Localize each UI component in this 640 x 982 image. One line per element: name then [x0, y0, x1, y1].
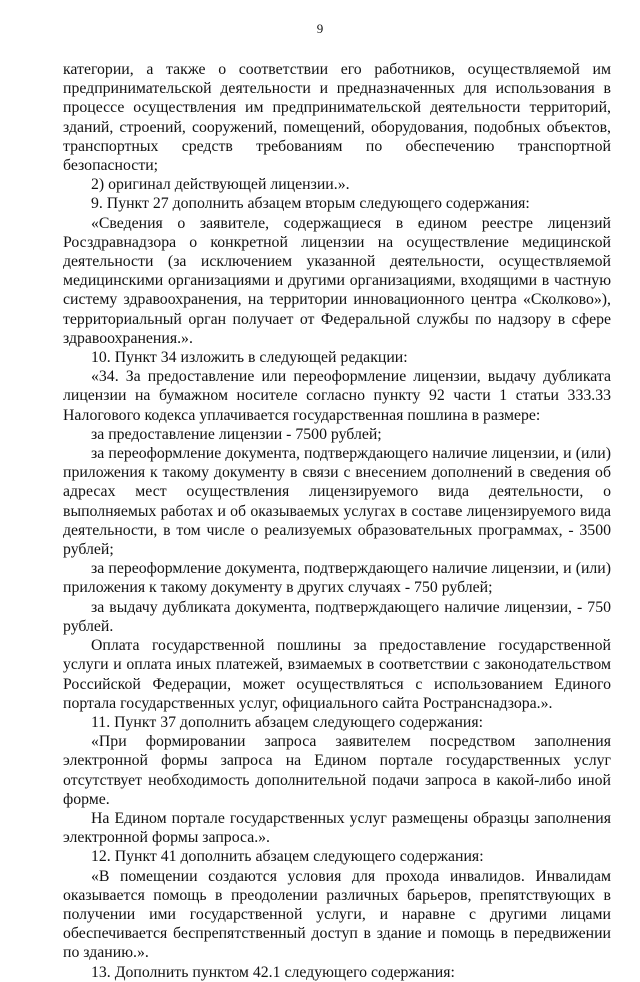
paragraph: «В помещении создаются условия для прохода инвалидов. Инвалидам оказывается помощь в преодолении различных барьеров, препятствующих в получении ими государственной услуги, и наравне с другими лицами обеспечивается беспрепятственный доступ в здание и помощь в передвижении по зданию.». [63, 867, 611, 962]
paragraph: Оплата государственной пошлины за предоставление государственной услуги и оплата иных платежей, взимаемых в соответствии с законодательством Российской Федерации, может осуществляться с использованием Единого портала государственных услуг, официального сайта Ространснадзора.». [63, 637, 611, 712]
paragraph: 11. Пункт 37 дополнить абзацем следующего содержания: [91, 713, 484, 731]
paragraph: 9. Пункт 27 дополнить абзацем вторым следующего содержания: [91, 195, 530, 213]
paragraph: 13. Дополнить пунктом 42.1 следующего содержания: [91, 963, 455, 981]
paragraph: «Сведения о заявителе, содержащиеся в едином реестре лицензий Росздравнадзора о конкретной лицензии на осуществление медицинской деятельности (за исключением указанной деятельности, осуществляемой медицинскими организациями и другими организациями, входящими в частную систему здравоохранения, на территории инновационного центра «Сколково»), территориальный орган получает от Федеральной службы по надзору в сфере здравоохранения.». [63, 214, 611, 347]
paragraph: за переоформление документа, подтверждающего наличие лицензии, и (или) приложения к такому документу в других случаях - 750 рублей; [63, 560, 611, 597]
paragraph: за переоформление документа, подтверждающего наличие лицензии, и (или) приложения к такому документу в связи с внесением дополнений в сведения об адресах мест осуществления лицензируемого вида деятельности, о выполняемых работах и об оказываемых услугах в составе лицензируемого вида деятельности, в том числе о реализуемых образовательных программах, - 3500 рублей; [63, 445, 611, 559]
body-text [63, 60, 611, 982]
paragraph-continuation: категории, а также о соответствии его работников, осуществляемой им предпринимательской деятельности и предназначенных для использования в процессе осуществления им предпринимательской деятельности территорий, зданий, строений, сооружений, помещений, оборудования, подобных объектов, транспортных средств требованиям по обеспечению транспортной безопасности; [63, 61, 611, 175]
paragraph: 12. Пункт 41 дополнить абзацем следующего содержания: [91, 848, 484, 866]
paragraph: «При формировании запроса заявителем посредством заполнения электронной формы запроса на Едином портале государственных услуг отсутствует необходимость дополнительной подачи запроса в какой-либо иной форме. [63, 733, 611, 808]
paragraph: На Едином портале государственных услуг размещены образцы заполнения электронной формы запроса.». [63, 809, 611, 847]
paragraph: 2) оригинал действующей лицензии.». [91, 176, 350, 194]
paragraph: 10. Пункт 34 изложить в следующей редакции: [91, 349, 408, 367]
paragraph: за выдачу дубликата документа, подтверждающего наличие лицензии, - 750 рублей. [63, 598, 611, 635]
paragraph: за предоставление лицензии - 7500 рублей; [91, 425, 382, 443]
paragraph: «34. За предоставление или переоформление лицензии, выдачу дубликата лицензии на бумажном носителе согласно пункту 92 части 1 статьи 333.33 Налогового кодекса уплачивается государственная пошлина в размере: [63, 368, 611, 424]
page-number: 9 [316, 21, 324, 36]
